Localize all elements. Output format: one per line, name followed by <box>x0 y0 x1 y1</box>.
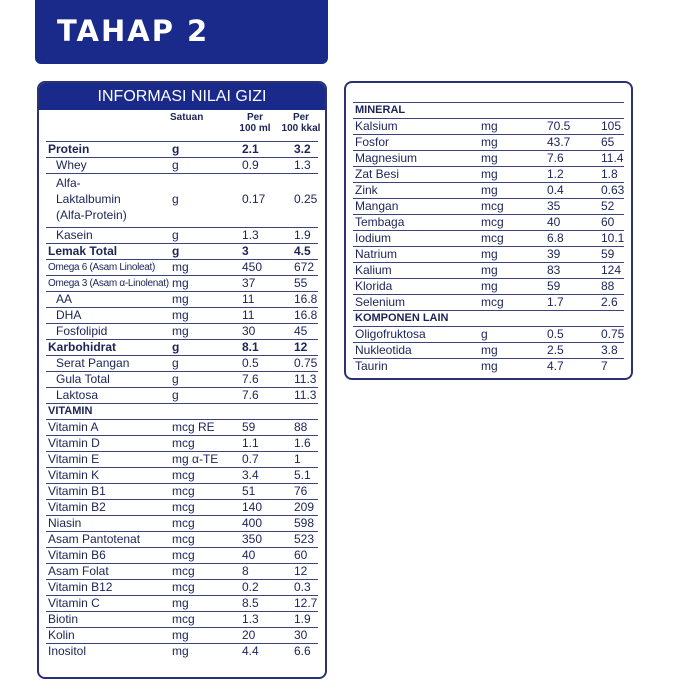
value-per-100ml: 83 <box>547 263 561 277</box>
value-per-100kkal: 11.4 <box>601 151 624 165</box>
nutrient-name: Fosfolipid <box>56 324 108 338</box>
nutrient-name: Vitamin E <box>48 452 100 466</box>
nutrient-unit: mg <box>172 596 189 610</box>
value-per-100kkal: 0.3 <box>294 580 311 594</box>
nutrient-name: Vitamin D <box>48 436 100 450</box>
nutrient-name: Taurin <box>355 359 388 373</box>
table-row <box>46 307 318 323</box>
value-per-100ml: 1.3 <box>242 612 259 626</box>
value-per-100ml: 0.2 <box>242 580 259 594</box>
value-per-100kkal: 88 <box>294 420 308 434</box>
value-per-100ml: 1.2 <box>547 167 564 181</box>
table-row <box>353 326 624 342</box>
table-row <box>46 435 318 451</box>
nutrient-name: Protein <box>48 142 90 156</box>
value-per-100ml: 11 <box>242 308 255 322</box>
value-per-100ml: 8 <box>242 564 249 578</box>
value-per-100kkal: 3.8 <box>601 343 618 357</box>
nutrient-name: DHA <box>56 308 82 322</box>
nutrient-unit: g <box>172 388 179 402</box>
nutrient-name: MINERAL <box>355 104 406 116</box>
value-per-100kkal: 16.8 <box>294 292 318 306</box>
nutrient-unit: mcg <box>172 532 195 546</box>
nutrient-unit: mg <box>481 167 498 181</box>
value-per-100kkal: 105 <box>601 119 622 133</box>
header-per-100ml: Per 100 ml <box>239 112 271 134</box>
table-row <box>353 230 624 246</box>
nutrient-name: Asam Folat <box>48 564 109 578</box>
value-per-100ml: 59 <box>547 279 561 293</box>
value-per-100kkal: 12.7 <box>294 596 318 610</box>
nutrient-unit: g <box>172 192 179 206</box>
nutrient-unit: g <box>172 158 179 172</box>
nutrient-name: Vitamin B12 <box>48 580 113 594</box>
value-per-100ml: 11 <box>242 292 255 306</box>
table-row <box>46 547 318 563</box>
nutrient-name: Biotin <box>48 612 79 626</box>
nutrient-unit: mg α-TE <box>172 452 219 466</box>
nutrient-unit: mg <box>481 279 498 293</box>
table-row <box>46 173 318 227</box>
nutrient-unit: mg <box>481 247 498 261</box>
table-row <box>46 611 318 627</box>
nutrient-name: Vitamin B1 <box>48 484 106 498</box>
nutrient-name: Kolin <box>48 628 75 642</box>
nutrient-unit: mg <box>172 628 189 642</box>
value-per-100kkal: 12 <box>294 564 308 578</box>
value-per-100ml: 7.6 <box>242 388 259 402</box>
nutrient-name: VITAMIN <box>48 405 93 417</box>
table-row <box>353 198 624 214</box>
nutrient-unit: mcg <box>481 295 504 309</box>
table-row <box>353 134 624 150</box>
nutrient-unit: g <box>172 340 180 354</box>
value-per-100kkal: 0.63 <box>601 183 625 197</box>
nutrient-name: Klorida <box>355 279 393 293</box>
nutrient-unit: mcg <box>172 580 195 594</box>
value-per-100ml: 400 <box>242 516 263 530</box>
nutrient-unit: g <box>172 142 180 156</box>
nutrient-unit: mcg <box>172 548 195 562</box>
header-per-100kkal: Per 100 kkal <box>281 112 321 134</box>
nutrient-unit: mcg <box>172 436 195 450</box>
nutrient-name: Kasein <box>56 228 93 242</box>
value-per-100kkal: 1.9 <box>294 612 311 626</box>
value-per-100ml: 43.7 <box>547 135 571 149</box>
value-per-100ml: 39 <box>547 247 561 261</box>
value-per-100ml: 3 <box>242 244 249 258</box>
nutrient-unit: mg <box>481 263 498 277</box>
value-per-100kkal: 60 <box>601 215 615 229</box>
value-per-100kkal: 1.9 <box>294 228 311 242</box>
value-per-100kkal: 1.3 <box>294 158 311 172</box>
nutrient-name: Zink <box>355 183 378 197</box>
value-per-100ml: 0.4 <box>547 183 564 197</box>
section-heading <box>46 403 318 419</box>
table-row <box>46 339 318 355</box>
nutrient-name: Vitamin K <box>48 468 100 482</box>
table-row <box>46 291 318 307</box>
nutrient-name: Kalium <box>355 263 392 277</box>
nutrient-name: Vitamin B6 <box>48 548 106 562</box>
panel-title: INFORMASI NILAI GIZI <box>39 83 325 110</box>
value-per-100ml: 1.3 <box>242 228 259 242</box>
nutrient-unit: mcg <box>172 468 195 482</box>
value-per-100ml: 8.1 <box>242 340 259 354</box>
nutrient-unit: mcg <box>481 199 504 213</box>
value-per-100kkal: 12 <box>294 340 308 354</box>
value-per-100ml: 70.5 <box>547 119 571 133</box>
nutrient-name: Kalsium <box>355 119 398 133</box>
table-row <box>353 278 624 294</box>
value-per-100ml: 51 <box>242 484 256 498</box>
value-per-100ml: 140 <box>242 500 263 514</box>
nutrient-name: Iodium <box>355 231 392 245</box>
nutrition-rows <box>46 141 318 659</box>
value-per-100kkal: 10.1 <box>601 231 625 245</box>
table-row <box>46 643 318 659</box>
nutrient-name: KOMPONEN LAIN <box>355 312 449 324</box>
nutrient-name: Vitamin A <box>48 420 99 434</box>
nutrient-unit: mcg <box>481 215 504 229</box>
table-row <box>46 259 318 275</box>
value-per-100kkal: 65 <box>601 135 615 149</box>
value-per-100ml: 350 <box>242 532 263 546</box>
section-heading <box>353 310 624 326</box>
value-per-100kkal: 209 <box>294 500 315 514</box>
nutrient-name: Natrium <box>355 247 398 261</box>
value-per-100ml: 7.6 <box>242 372 259 386</box>
value-per-100ml: 450 <box>242 260 263 274</box>
table-row <box>46 355 318 371</box>
nutrient-unit: mcg <box>172 500 195 514</box>
value-per-100kkal: 0.75 <box>601 327 625 341</box>
value-per-100ml: 1.1 <box>242 436 259 450</box>
table-row <box>46 451 318 467</box>
value-per-100ml: 2.1 <box>242 142 259 156</box>
nutrient-name: Oligofruktosa <box>355 327 426 341</box>
nutrient-unit: mcg <box>172 516 195 530</box>
value-per-100kkal: 11.3 <box>294 388 317 402</box>
header-unit: Satuan <box>170 112 204 123</box>
nutrient-unit: mg <box>172 276 189 290</box>
table-row <box>46 157 318 173</box>
table-row <box>353 150 624 166</box>
table-row <box>353 118 624 134</box>
nutrition-info-panel <box>37 81 327 679</box>
nutrient-name: Mangan <box>355 199 399 213</box>
nutrient-unit: g <box>172 244 180 258</box>
table-row <box>353 262 624 278</box>
table-row <box>46 275 318 291</box>
value-per-100kkal: 124 <box>601 263 622 277</box>
value-per-100kkal: 45 <box>294 324 308 338</box>
table-row <box>46 141 318 157</box>
nutrient-name: Magnesium <box>355 151 418 165</box>
value-per-100kkal: 1 <box>294 452 301 466</box>
nutrient-unit: g <box>172 356 179 370</box>
value-per-100kkal: 11.3 <box>294 372 317 386</box>
value-per-100kkal: 1.6 <box>294 436 311 450</box>
stage-banner <box>35 0 328 64</box>
value-per-100ml: 8.5 <box>242 596 259 610</box>
mineral-rows <box>353 102 624 374</box>
value-per-100ml: 0.17 <box>242 192 266 206</box>
table-row <box>353 358 624 374</box>
nutrient-name: Fosfor <box>355 135 390 149</box>
value-per-100ml: 1.7 <box>547 295 564 309</box>
nutrient-unit: mg <box>172 644 189 658</box>
nutrient-unit: mg <box>481 135 498 149</box>
table-row <box>353 246 624 262</box>
value-per-100ml: 7.6 <box>547 151 564 165</box>
table-row <box>46 531 318 547</box>
nutrient-unit: mg <box>481 119 498 133</box>
value-per-100kkal: 7 <box>601 359 608 373</box>
value-per-100kkal: 672 <box>294 260 315 274</box>
table-row <box>353 166 624 182</box>
value-per-100ml: 59 <box>242 420 256 434</box>
nutrient-unit: mcg <box>481 231 504 245</box>
table-row <box>46 515 318 531</box>
value-per-100kkal: 3.2 <box>294 142 311 156</box>
nutrient-unit: mg <box>172 260 189 274</box>
value-per-100ml: 20 <box>242 628 256 642</box>
nutrient-name: Serat Pangan <box>56 356 130 370</box>
table-row <box>46 323 318 339</box>
table-row <box>46 499 318 515</box>
value-per-100kkal: 0.25 <box>294 192 318 206</box>
value-per-100ml: 0.5 <box>547 327 564 341</box>
value-per-100ml: 3.4 <box>242 468 259 482</box>
value-per-100ml: 0.9 <box>242 158 259 172</box>
value-per-100ml: 30 <box>242 324 256 338</box>
nutrient-name: Whey <box>56 158 87 172</box>
nutrient-name: Vitamin C <box>48 596 100 610</box>
nutrient-name: Alfa- Laktalbumin (Alfa-Protein) <box>56 176 127 222</box>
nutrient-unit: g <box>172 228 179 242</box>
nutrient-unit: mcg RE <box>172 420 215 434</box>
value-per-100ml: 2.5 <box>547 343 564 357</box>
nutrient-unit: mcg <box>172 564 195 578</box>
table-row <box>353 182 624 198</box>
nutrient-name: Selenium <box>355 295 406 309</box>
value-per-100kkal: 52 <box>601 199 615 213</box>
value-per-100kkal: 60 <box>294 548 308 562</box>
table-row <box>46 227 318 243</box>
value-per-100kkal: 0.75 <box>294 356 318 370</box>
value-per-100ml: 40 <box>547 215 561 229</box>
nutrient-name: Niasin <box>48 516 82 530</box>
value-per-100ml: 6.8 <box>547 231 564 245</box>
value-per-100kkal: 16.8 <box>294 308 318 322</box>
nutrient-unit: g <box>481 327 488 341</box>
nutrient-name: Zat Besi <box>355 167 400 181</box>
value-per-100kkal: 598 <box>294 516 315 530</box>
nutrient-unit: mg <box>481 359 498 373</box>
nutrient-unit: mg <box>481 343 498 357</box>
table-row <box>46 387 318 403</box>
value-per-100ml: 4.7 <box>547 359 564 373</box>
nutrient-unit: mg <box>481 183 498 197</box>
nutrient-name: Nukleotida <box>355 343 412 357</box>
value-per-100kkal: 55 <box>294 276 308 290</box>
nutrient-name: Lemak Total <box>48 244 118 258</box>
table-row <box>353 214 624 230</box>
nutrient-name: Gula Total <box>56 372 110 386</box>
table-row <box>46 595 318 611</box>
nutrient-unit: mg <box>172 308 189 322</box>
nutrient-name: Asam Pantotenat <box>48 532 141 546</box>
nutrient-unit: g <box>172 372 179 386</box>
value-per-100kkal: 30 <box>294 628 308 642</box>
value-per-100ml: 4.4 <box>242 644 259 658</box>
nutrient-unit: mcg <box>172 612 195 626</box>
value-per-100kkal: 523 <box>294 532 315 546</box>
value-per-100kkal: 88 <box>601 279 615 293</box>
table-row <box>46 483 318 499</box>
value-per-100ml: 40 <box>242 548 256 562</box>
nutrient-name: Vitamin B2 <box>48 500 106 514</box>
section-heading <box>353 102 624 118</box>
value-per-100kkal: 1.8 <box>601 167 618 181</box>
table-row <box>46 579 318 595</box>
value-per-100kkal: 5.1 <box>294 468 311 482</box>
value-per-100kkal: 76 <box>294 484 308 498</box>
value-per-100kkal: 59 <box>601 247 615 261</box>
nutrient-unit: mg <box>172 324 189 338</box>
value-per-100kkal: 4.5 <box>294 244 311 258</box>
table-row <box>46 467 318 483</box>
value-per-100ml: 35 <box>547 199 561 213</box>
table-row <box>46 371 318 387</box>
nutrient-name: Omega 6 (Asam Linoleat) <box>48 262 156 273</box>
stage-title: TAHAP 2 <box>57 14 210 48</box>
table-row <box>353 342 624 358</box>
value-per-100ml: 0.5 <box>242 356 259 370</box>
table-row <box>46 563 318 579</box>
mineral-panel <box>344 81 633 380</box>
table-row <box>46 627 318 643</box>
table-row <box>46 419 318 435</box>
nutrient-name: Karbohidrat <box>48 340 117 354</box>
table-row <box>353 294 624 310</box>
nutrient-unit: mg <box>172 292 189 306</box>
nutrient-name: Tembaga <box>355 215 405 229</box>
nutrient-name: Laktosa <box>56 388 99 402</box>
nutrient-name: Omega 3 (Asam α-Linolenat) <box>48 278 169 289</box>
value-per-100ml: 0.7 <box>242 452 259 466</box>
value-per-100kkal: 2.6 <box>601 295 618 309</box>
value-per-100ml: 37 <box>242 276 256 290</box>
value-per-100kkal: 6.6 <box>294 644 311 658</box>
table-row <box>46 243 318 259</box>
nutrient-name: AA <box>56 292 73 306</box>
nutrient-unit: mg <box>481 151 498 165</box>
nutrient-name: Inositol <box>48 644 87 658</box>
nutrient-unit: mcg <box>172 484 195 498</box>
